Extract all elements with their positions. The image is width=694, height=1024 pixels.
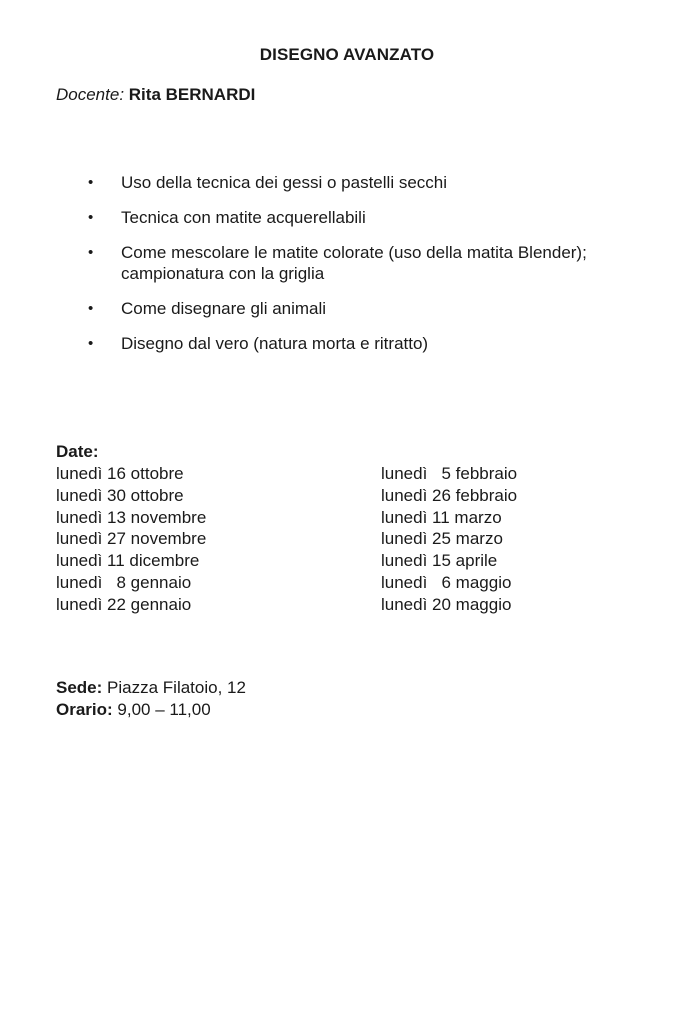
teacher-line — [56, 85, 255, 105]
bullet-icon: • — [88, 209, 94, 226]
list-item — [0, 333, 694, 354]
date-item: lunedì 11 dicembre — [56, 551, 200, 571]
teacher-label: Docente: — [56, 85, 125, 104]
topic-text: Uso della tecnica dei gessi o pastelli secchi — [121, 173, 448, 192]
orario-line — [56, 699, 246, 721]
sede-label: Sede: — [56, 678, 103, 697]
list-item — [0, 207, 694, 228]
date-item: lunedì 11 marzo — [381, 507, 502, 527]
location-info — [56, 677, 246, 721]
topic-text: Disegno dal vero (natura morta e ritratto) — [121, 334, 429, 353]
list-item — [0, 172, 694, 193]
dates-column-right — [381, 463, 517, 616]
dates-column-left — [56, 463, 206, 616]
bullet-icon: • — [88, 244, 94, 261]
date-item: lunedì 15 aprile — [381, 551, 498, 571]
date-item: lunedì 6 maggio — [381, 572, 512, 592]
date-item: lunedì 25 marzo — [381, 529, 503, 549]
bullet-icon: • — [88, 335, 94, 352]
date-item: lunedì 22 gennaio — [56, 594, 192, 614]
topics-list — [0, 172, 694, 368]
list-item — [0, 298, 694, 319]
topic-text: Tecnica con matite acquerellabili — [121, 208, 366, 227]
sede-line — [56, 677, 246, 699]
teacher-name: Rita BERNARDI — [128, 85, 256, 104]
topic-text: Come disegnare gli animali — [121, 299, 327, 318]
date-item: lunedì 27 novembre — [56, 529, 207, 549]
topic-text: Come mescolare le matite colorate (uso della matita Blender); campionatura con la griglia — [121, 243, 587, 283]
sede-value: Piazza Filatoio, 12 — [107, 678, 246, 697]
date-item: lunedì 8 gennaio — [56, 572, 192, 592]
bullet-icon: • — [88, 300, 94, 317]
date-item: lunedì 5 febbraio — [381, 464, 518, 483]
date-item: lunedì 16 ottobre — [56, 464, 184, 483]
page-title: DISEGNO AVANZATO — [259, 45, 435, 64]
bullet-icon: • — [88, 174, 94, 191]
date-item: lunedì 30 ottobre — [56, 485, 184, 505]
dates-heading: Date: — [56, 442, 99, 461]
date-item: lunedì 20 maggio — [381, 594, 512, 614]
orario-label: Orario: — [56, 700, 113, 719]
date-item: lunedì 13 novembre — [56, 507, 207, 527]
list-item — [0, 242, 694, 284]
date-item: lunedì 26 febbraio — [381, 485, 518, 505]
orario-value: 9,00 – 11,00 — [117, 700, 211, 719]
